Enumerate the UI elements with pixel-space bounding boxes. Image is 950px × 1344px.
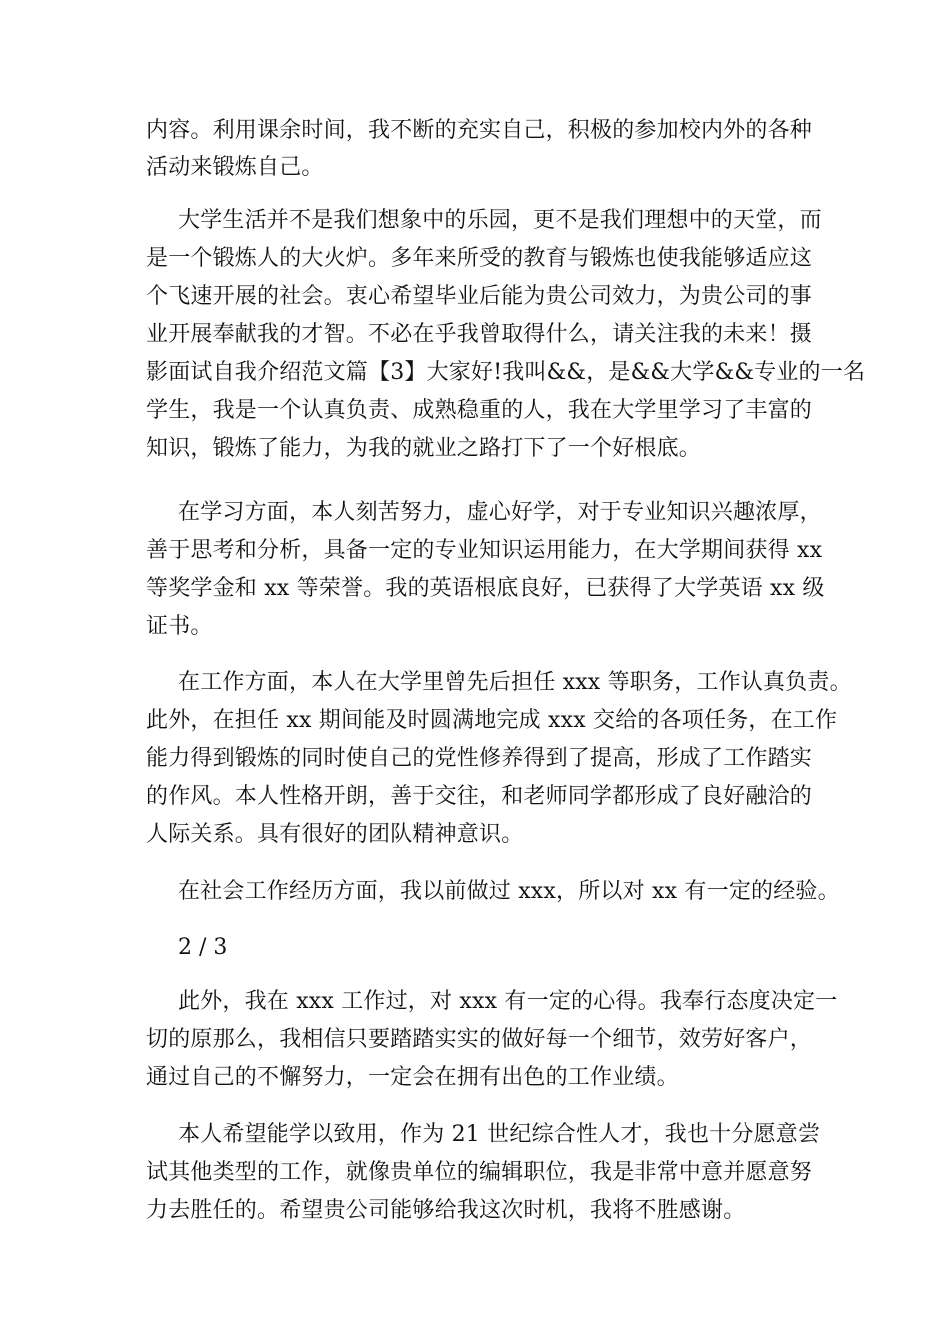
text-line: 学生，我是一个认真负责、成熟稳重的人，我在大学里学习了丰富的 xyxy=(146,398,813,423)
text-line: 业开展奉献我的才智。不必在乎我曾取得什么，请关注我的未来！摄 xyxy=(146,322,813,347)
text-line: 在学习方面，本人刻苦努力，虚心好学，对于专业知识兴趣浓厚， xyxy=(178,500,822,525)
text-line: 力去胜任的。希望贵公司能够给我这次时机，我将不胜感谢。 xyxy=(146,1198,746,1223)
text-line: 是一个锻炼人的大火炉。多年来所受的教育与锻炼也使我能够适应这 xyxy=(146,246,813,271)
text-line: 活动来锻炼自己。 xyxy=(146,155,324,180)
text-line: 此外，在担任 xx 期间能及时圆满地完成 xxx 交给的各项任务，在工作 xyxy=(146,708,838,733)
text-line: 试其他类型的工作，就像贵单位的编辑职位，我是非常中意并愿意努 xyxy=(146,1160,813,1185)
text-line: 大学生活并不是我们想象中的乐园，更不是我们理想中的天堂，而 xyxy=(178,208,822,233)
text-line: 等奖学金和 xx 等荣誉。我的英语根底良好，已获得了大学英语 xx 级 xyxy=(146,576,825,601)
text-line: 此外，我在 xxx 工作过，对 xxx 有一定的心得。我奉行态度决定一 xyxy=(178,989,838,1014)
text-line: 人际关系。具有很好的团队精神意识。 xyxy=(146,822,524,847)
text-line: 知识，锻炼了能力，为我的就业之路打下了一个好根底。 xyxy=(146,436,702,461)
text-line: 通过自己的不懈努力，一定会在拥有出色的工作业绩。 xyxy=(146,1065,679,1090)
text-line: 切的原那么，我相信只要踏踏实实的做好每一个细节，效劳好客户， xyxy=(146,1027,813,1052)
text-line: 证书。 xyxy=(146,614,213,639)
text-line: 内容。利用课余时间，我不断的充实自己，积极的参加校内外的各种 xyxy=(146,118,813,143)
text-line: 的作风。本人性格开朗，善于交往，和老师同学都形成了良好融洽的 xyxy=(146,784,813,809)
page-number: 2 / 3 xyxy=(178,935,228,960)
text-line: 在工作方面，本人在大学里曾先后担任 xxx 等职务，工作认真负责。 xyxy=(178,670,852,695)
text-line: 个飞速开展的社会。衷心希望毕业后能为贵公司效力，为贵公司的事 xyxy=(146,284,813,309)
text-line: 在社会工作经历方面，我以前做过 xxx，所以对 xx 有一定的经验。 xyxy=(178,879,840,904)
text-line: 能力得到锻炼的同时使自己的党性修养得到了提高，形成了工作踏实 xyxy=(146,746,813,771)
text-line: 善于思考和分析，具备一定的专业知识运用能力，在大学期间获得 xx xyxy=(146,538,823,563)
text-line: 影面试自我介绍范文篇【3】大家好!我叫&&，是&&大学&&专业的一名 xyxy=(146,360,866,385)
text-line: 本人希望能学以致用，作为 21 世纪综合性人才，我也十分愿意尝 xyxy=(178,1122,821,1147)
